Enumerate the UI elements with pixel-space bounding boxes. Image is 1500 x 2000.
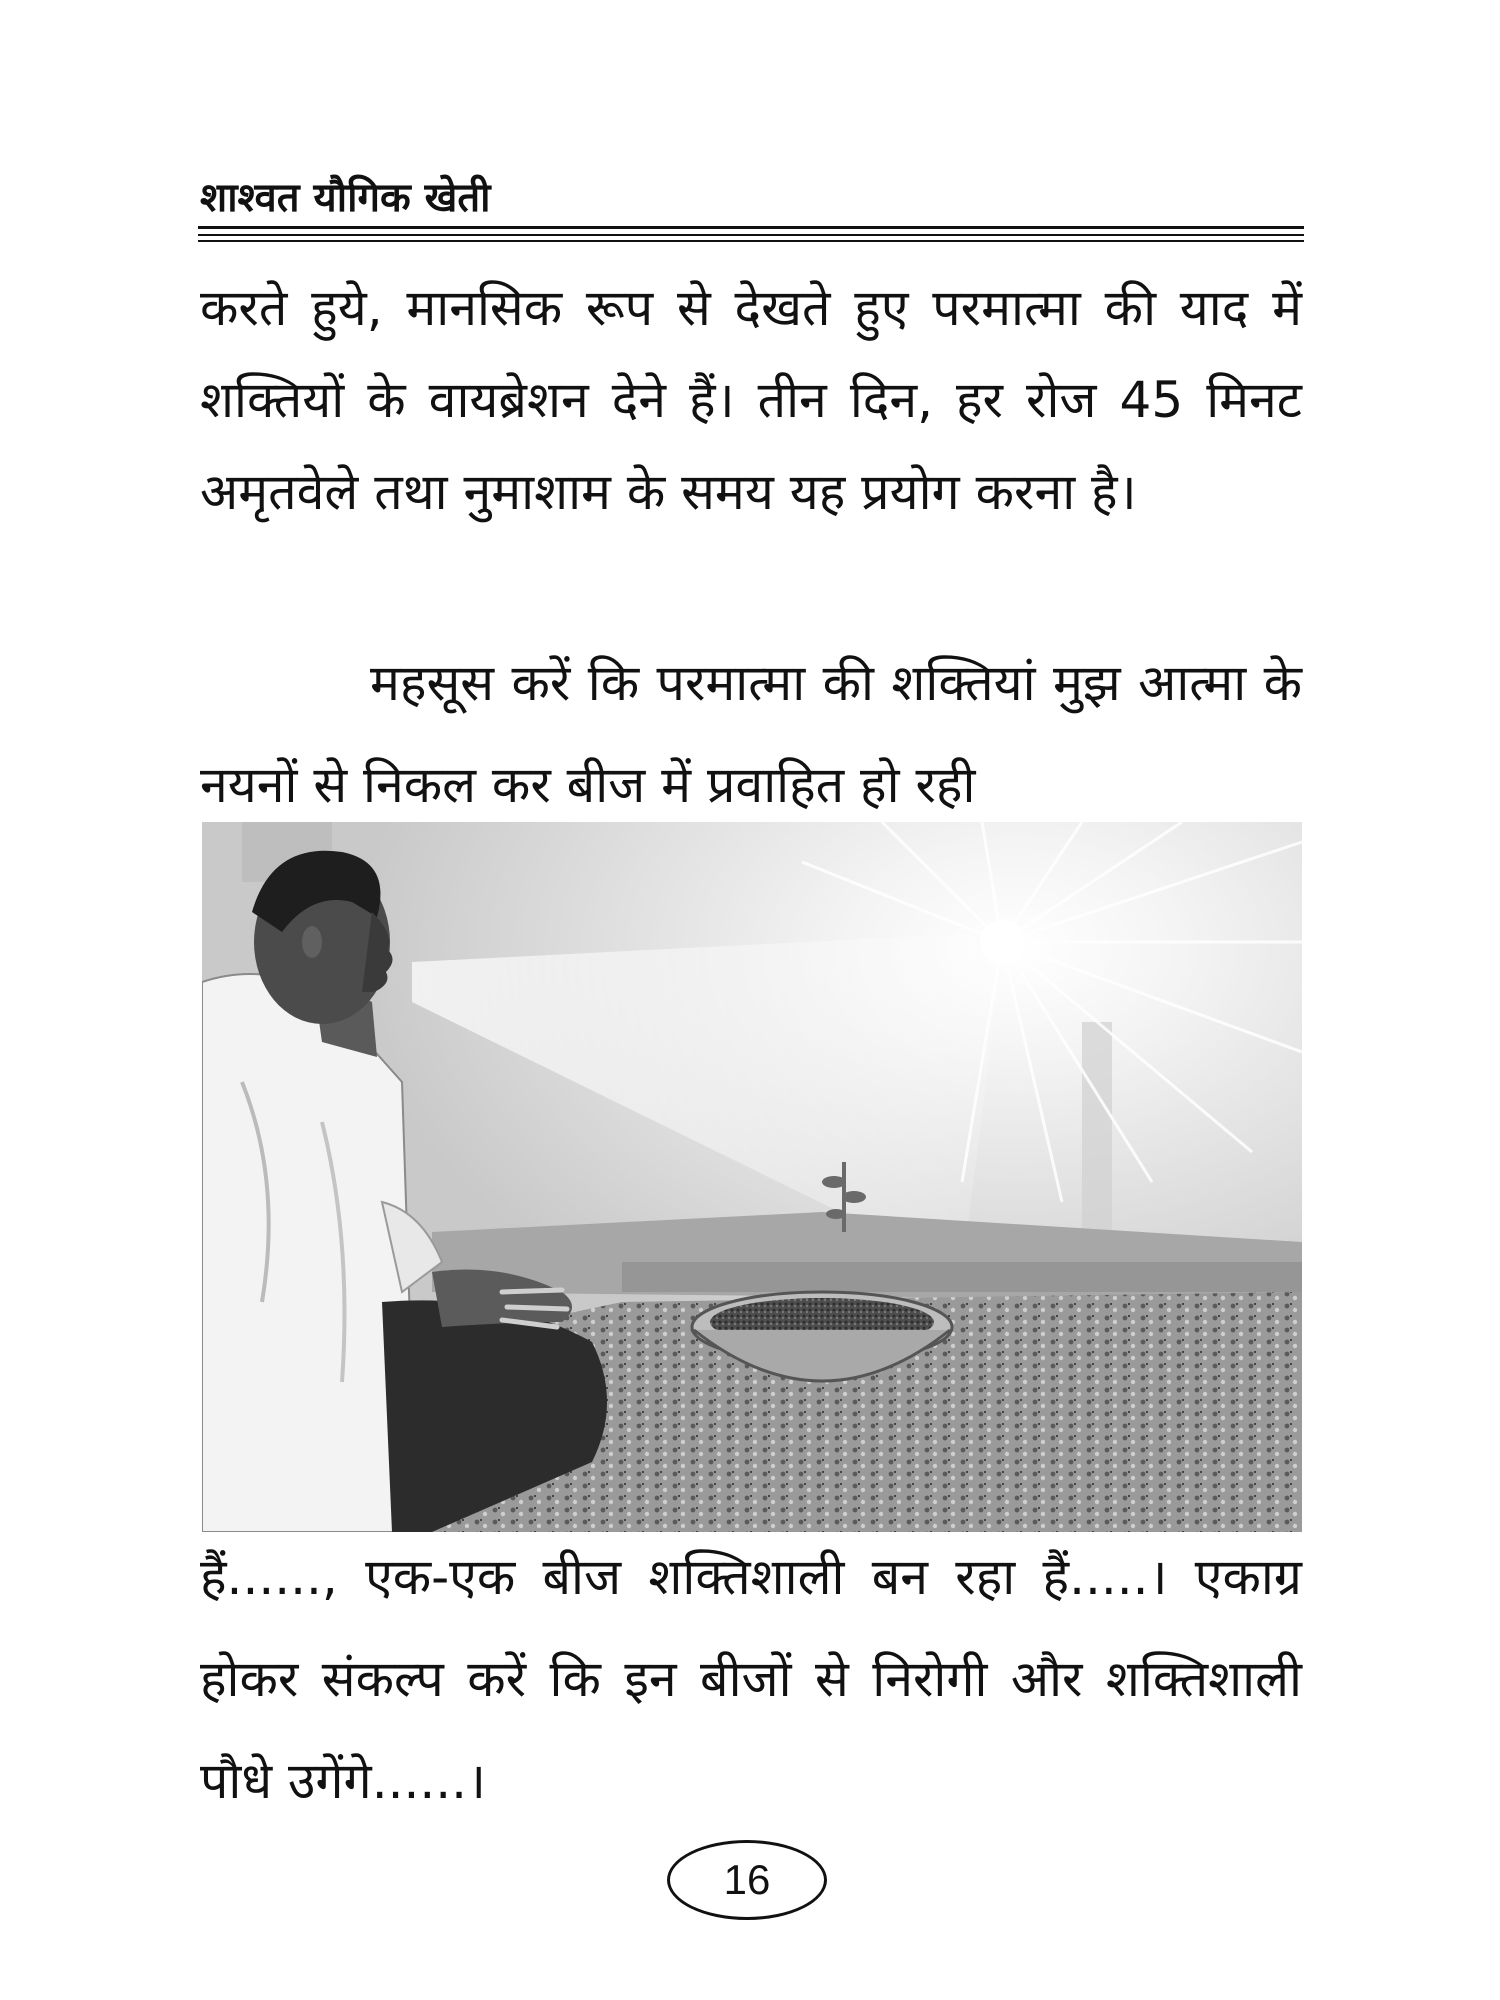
paragraph-3: हैं......, एक-एक बीज शक्तिशाली बन रहा हैं.....। एकाग्र होकर संकल्प करें कि इन बीजों से निरोगी और शक्तिशाली पौधे उगेंगे......।	[200, 1548, 1302, 1810]
meditation-photo	[202, 822, 1302, 1532]
page-number-oval	[667, 1840, 827, 1920]
header-rule-line	[198, 234, 1304, 236]
meditation-photo-image	[202, 822, 1302, 1532]
page-number: 16	[723, 1856, 771, 1903]
header-rule-line	[198, 226, 1304, 229]
running-head: शाश्वत यौगिक खेती	[200, 174, 491, 221]
header-rule-line	[198, 240, 1304, 242]
paragraph-2: महसूस करें कि परमात्मा की शक्तियां मुझ आत्मा के नयनों से निकल कर बीज में प्रवाहित हो रही	[200, 654, 1302, 814]
paragraph-1: करते हुये, मानसिक रूप से देखते हुए परमात्मा की याद में शक्तियों के वायब्रेशन देने हैं। तीन दिन, हर रोज 45 मिनट अमृतवेले तथा नुमाशाम के समय यह प्रयोग करना है।	[200, 279, 1302, 521]
